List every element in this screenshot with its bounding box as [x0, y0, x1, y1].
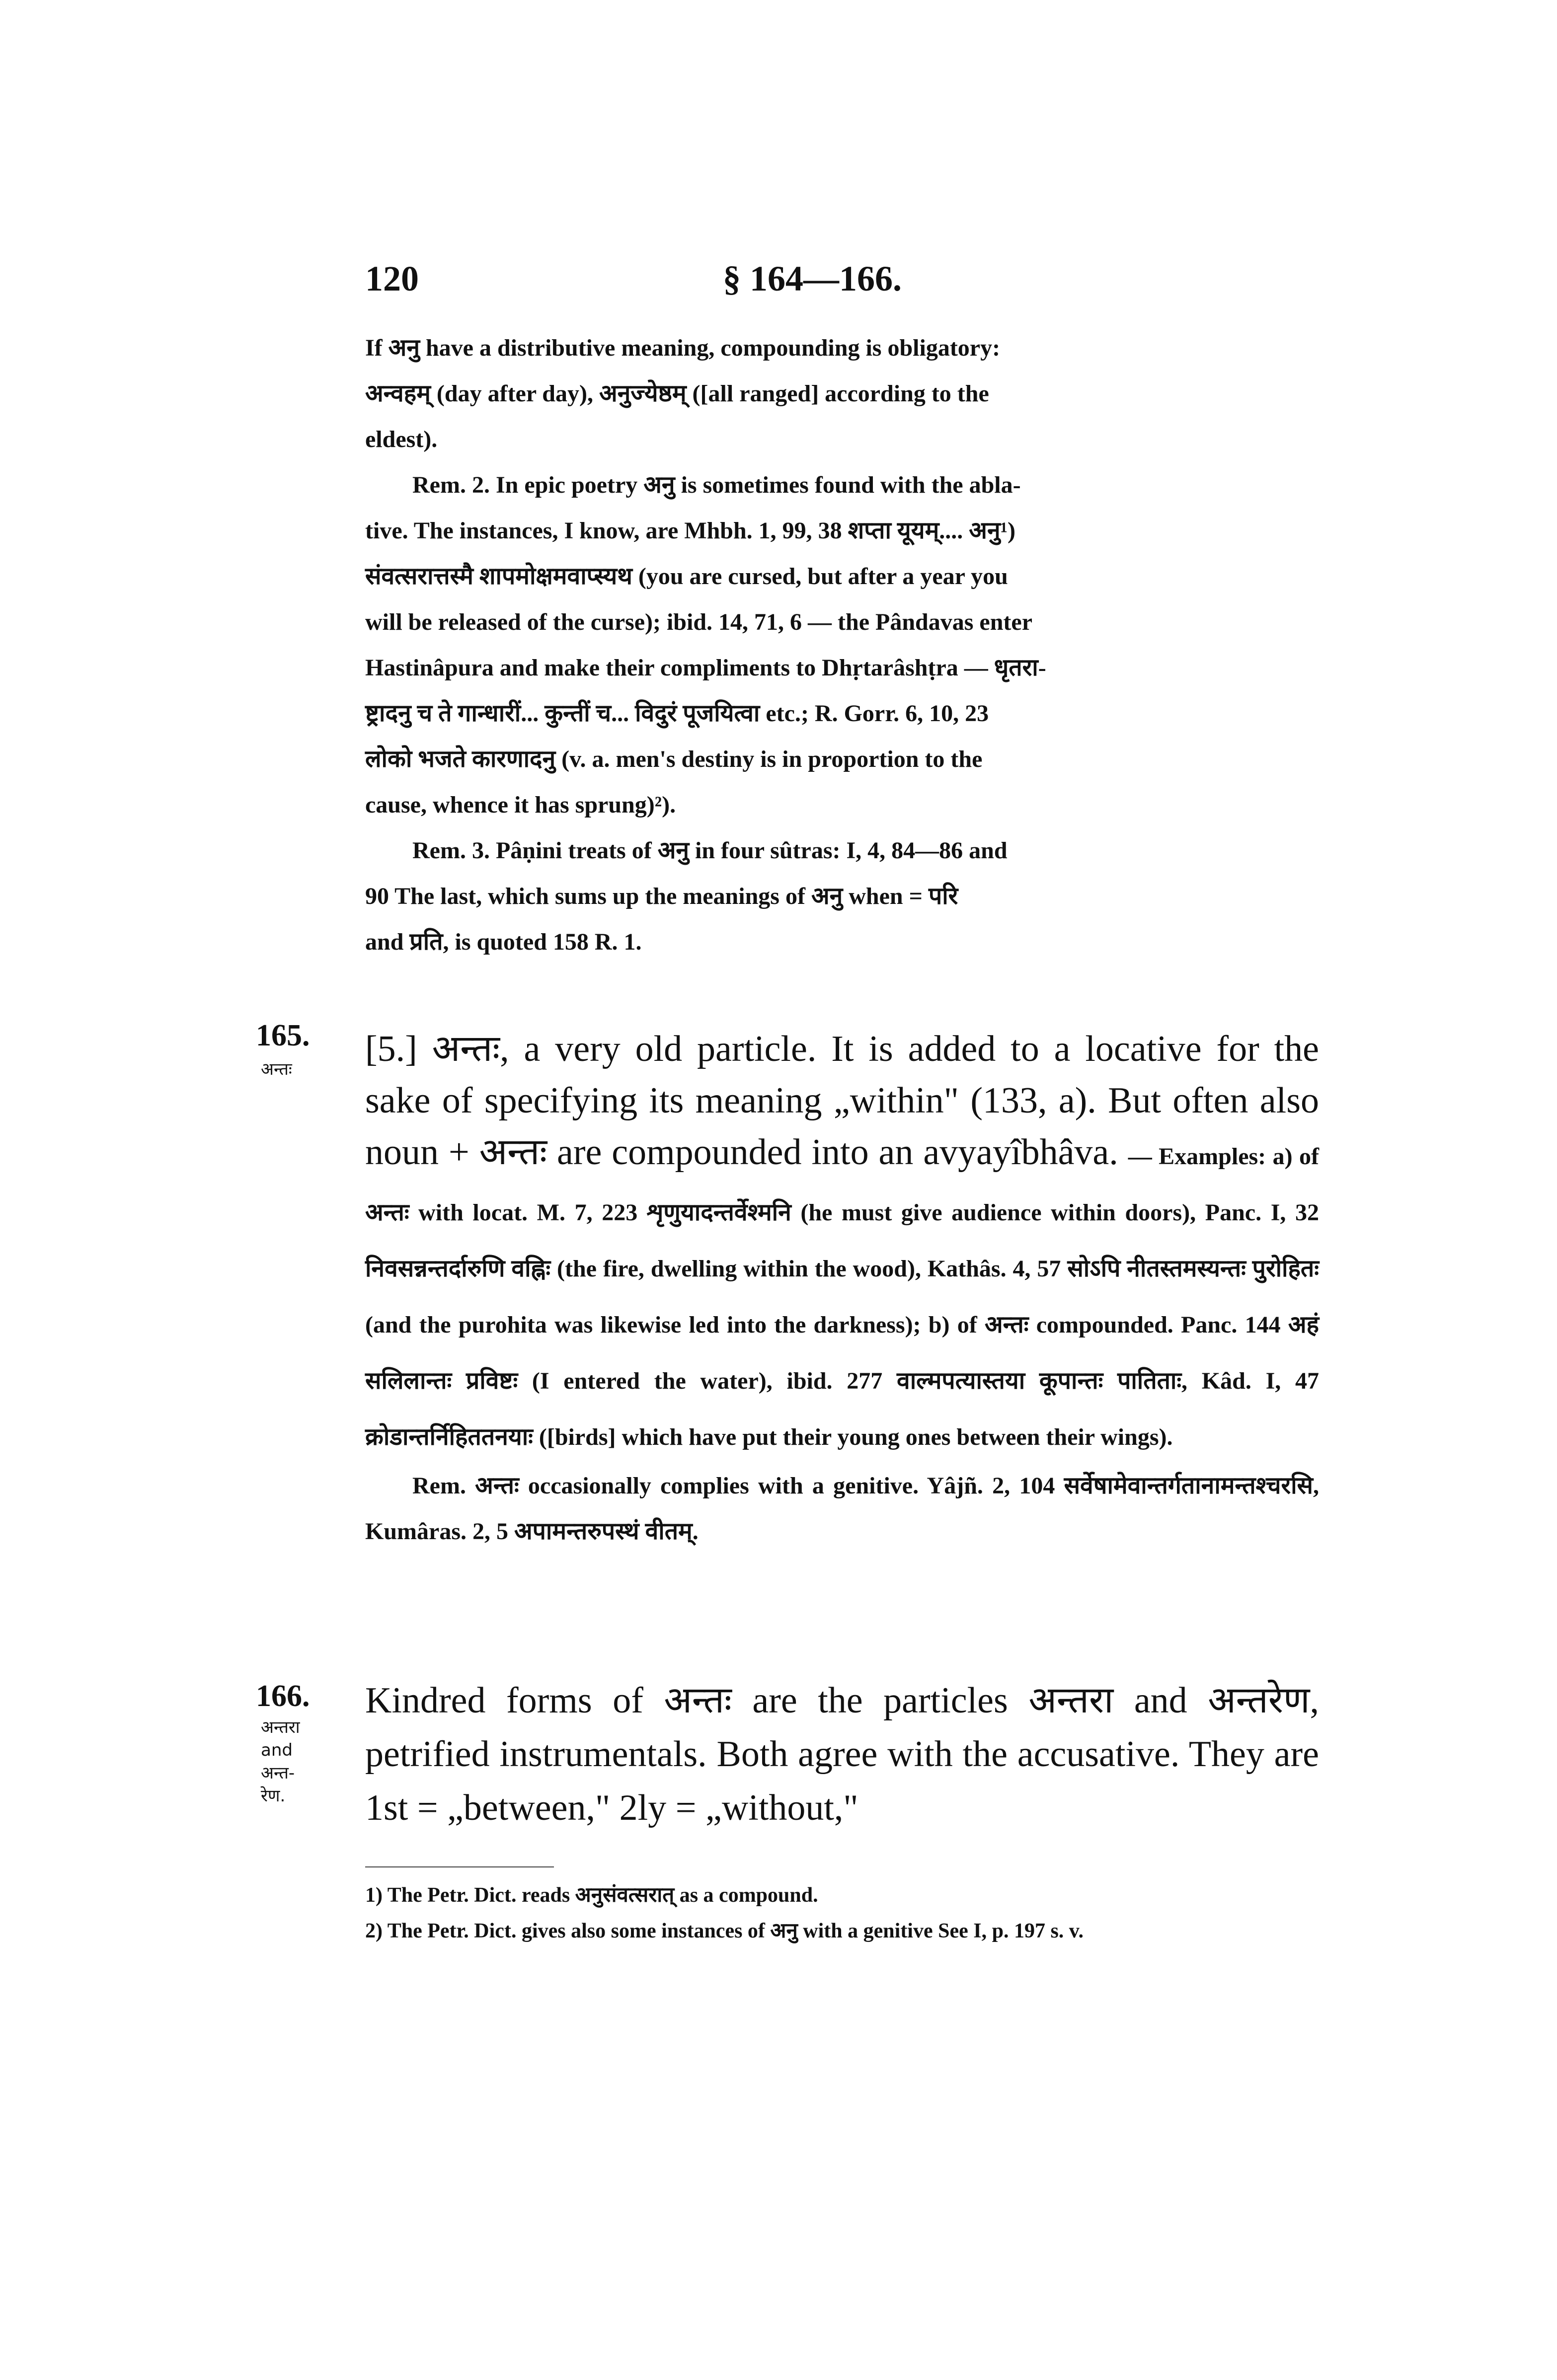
section-165-examples: — Examples: a) of अन्तः with locat. M. 7, 223 शृणुयादन्तर्वेश्मनि (he must give audience within doors), Panc. I, 32 निवसन्नन्तर्दारुणि वह्निः (the fire, dwelling within the wood), Kathâs. 4, 57 सोऽपि नीतस्तमस्यन्तः पुरोहितः (and the purohita was likewise led into the darkness); b) of अन्तः compounded. Panc. 144 अहं सलिलान्तः प्रविष्टः (I entered the water), ibid. 277 वाल्मपत्यास्तया कूपान्तः पातिताः, Kâd. I, 47 क्रोडान्तर्निहिततनयाः ([birds] which have put their young ones between their wings). [365, 1143, 1320, 1450]
section-range: § 164—166. [723, 259, 902, 298]
text-line: If अनु have a distributive meaning, compounding is obligatory: [365, 335, 1001, 361]
section-165 [365, 1023, 1319, 1555]
section-164-continuation [365, 325, 1314, 965]
text-line: Hastinâpura and make their compliments to Dhṛtarâshṭra — धृतरा- [365, 655, 1046, 681]
text-line: 90 The last, which sums up the meanings of अनु when = परि [365, 883, 958, 909]
footnotes [365, 1877, 1319, 1949]
margin-line: and [261, 1740, 293, 1760]
text-line: tive. The instances, I know, are Mhbh. 1, 99, 38 शप्ता यूयम्.... अनु¹) [365, 518, 1015, 544]
footnote-rule [365, 1866, 554, 1867]
text-line: अन्वहम् (day after day), अनुज्येष्ठम् ([all ranged] according to the [365, 380, 989, 407]
text-line: and प्रति, is quoted 158 R. 1. [365, 929, 642, 955]
section-165-remark: Rem. अन्तः occasionally complies with a genitive. Yâjñ. 2, 104 सर्वेषामेवान्तर्गतानामन्तश्चरसि, Kumâras. 2, 5 अपामन्तरुपस्थं वीतम्. [365, 1473, 1319, 1545]
margin-line: अन्तरा [261, 1717, 300, 1737]
margin-line: रेण. [261, 1786, 286, 1806]
margin-line: अन्त- [261, 1763, 295, 1783]
margin-keywords-166 [261, 1716, 355, 1807]
footnote-2: 2) The Petr. Dict. gives also some instances of अनु with a genitive See I, p. 197 s. v. [365, 1920, 1084, 1942]
text-line: cause, whence it has sprung)²). [365, 792, 676, 818]
section-166: Kindred forms of अन्तः are the particles अन्तरा and अन्तरेण, petrified instrumentals. Both agree with the accusative. They are 1st = „between," 2ly = „without," [365, 1680, 1319, 1828]
text-line: eldest). [365, 426, 438, 452]
section-number-165: 165. [256, 1019, 310, 1052]
text-line: will be released of the curse); ibid. 14, 71, 6 — the Pândavas enter [365, 609, 1032, 635]
margin-keyword-165: अन्तः [261, 1059, 292, 1079]
text-line: Rem. 2. In epic poetry अनु is sometimes found with the abla- [412, 472, 1021, 498]
section-number-166: 166. [256, 1679, 310, 1713]
running-head [365, 258, 1314, 313]
footnote-1: 1) The Petr. Dict. reads अनुसंवत्सरात् as a compound. [365, 1884, 818, 1907]
page-number: 120 [365, 259, 419, 298]
text-line: ष्ट्रादनु च ते गान्धारीं... कुन्तीं च... विदुरं पूजयित्वा etc.; R. Gorr. 6, 10, 23 [365, 700, 989, 727]
text-line: Rem. 3. Pâṇini treats of अनु in four sûtras: I, 4, 84—86 and [412, 837, 1008, 864]
text-line: लोको भजते कारणादनु (v. a. men's destiny is in proportion to the [365, 746, 983, 772]
section-165-heading: [5.] अन्तः, a very old particle. It is added to a locative for the sake of specifying its meaning „within" (133, a). But often also noun + अन्तः are compounded into an avyayîbhâva. [365, 1029, 1319, 1173]
text-line: संवत्सरात्तस्मै शापमोक्षमवाप्स्यथ (you are cursed, but after a year you [365, 563, 1008, 590]
